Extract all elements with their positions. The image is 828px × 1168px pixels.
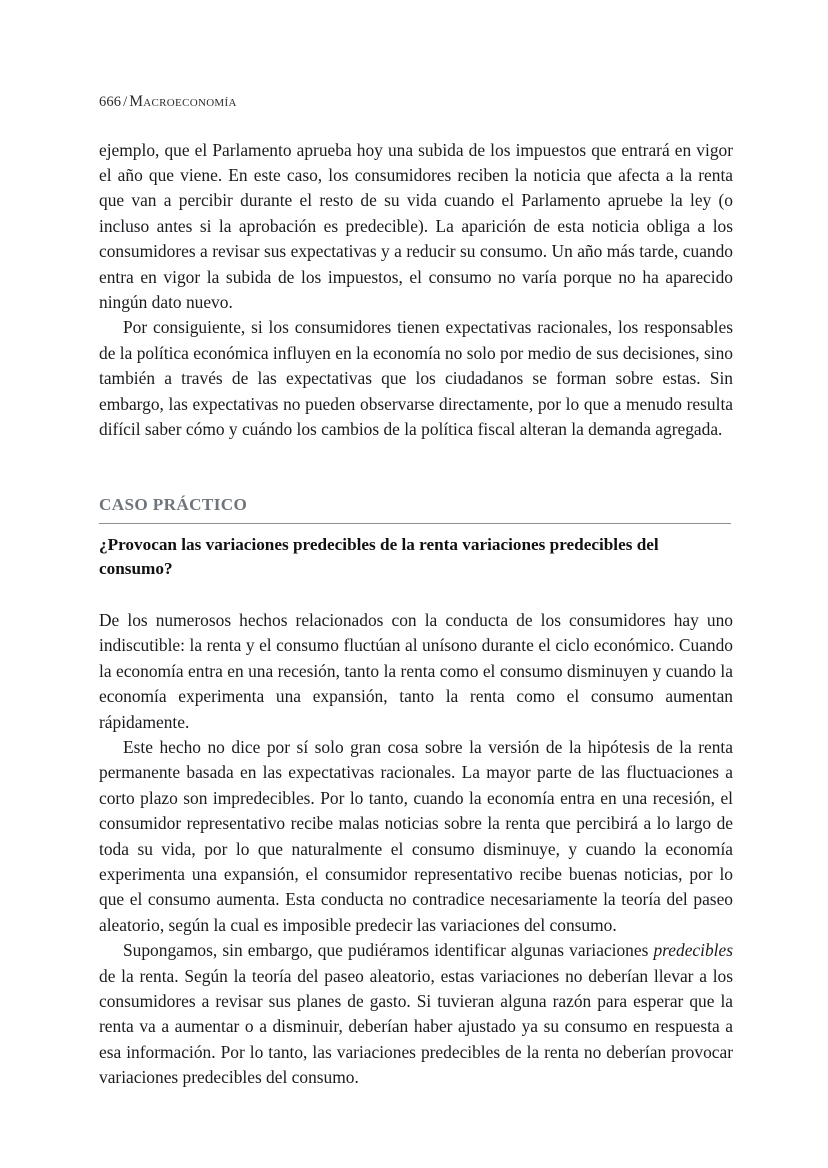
body-text-block (99, 138, 733, 443)
paragraph: ejemplo, que el Parlamento aprueba hoy una subida de los impuestos que entrará en vigor el año que viene. En este caso, los consumidores reciben la noticia que afecta a la renta que van a percibir durante el resto de su vida cuando el Parlamento apruebe la ley (o incluso antes si la aprobación es predecible). La aparición de esta noticia obliga a los consumidores a revisar sus expectativas y a reducir su consumo. Un año más tarde, cuando entra en vigor la subida de los impuestos, el consumo no varía porque no ha aparecido ningún dato nuevo. (99, 139, 733, 313)
emphasised-term: predecibles (653, 940, 733, 961)
page-number: 666 (99, 94, 122, 110)
running-head (99, 0, 733, 112)
case-study-body (99, 608, 733, 1091)
case-study-divider (99, 523, 731, 524)
paragraph: Por consiguiente, si los consumidores tienen expectativas racionales, los responsables de la política económica influyen en la economía no solo por medio de sus decisiones, sino también a través de las expectativas que los ciudadanos se forman sobre estas. Sin embargo, las expectativas no pueden observarse directamente, por lo que a menudo resulta difícil saber cómo y cuándo los cambios de la política fiscal alteran la demanda agregada. (99, 317, 733, 440)
case-study-kicker: CASO PRÁCTICO (99, 495, 248, 515)
paragraph: Este hecho no dice por sí solo gran cosa sobre la versión de la hipótesis de la renta permanente basada en las expectativas racionales. La mayor parte de las fluctuaciones a corto plazo son impredecibles. Por lo tanto, cuando la economía entra en una recesión, el consumidor representativo recibe malas noticias sobre la renta que percibirá a lo largo de toda su vida, por lo que naturalmente el consumo disminuye, y cuando la economía experimenta una expansión, el consumidor representativo recibe buenas noticias, por lo que el consumo aumenta. Esta conducta no contradice necesariamente la teoría del paseo aleatorio, según la cual es imposible predecir las variaciones del consumo. (99, 737, 733, 935)
case-study-section (99, 494, 733, 1090)
paragraph: De los numerosos hechos relacionados con la conducta de los consumidores hay uno indiscutible: la renta y el consumo fluctúan al unísono durante el ciclo económico. Cuando la economía entra en una recesión, tanto la renta como el consumo disminuyen y cuando la economía experimenta una expansión, tanto la renta como el consumo aumentan rápidamente. (99, 609, 733, 732)
case-study-title: ¿Provocan las variaciones predecibles de la renta variaciones predecibles del consumo? (99, 534, 659, 578)
page-content-column (99, 0, 733, 1091)
paragraph (99, 938, 733, 1090)
text-run: de la renta. Según la teoría del paseo aleatorio, estas variaciones no deberían llevar a los consumidores a revisar sus planes de gasto. Si tuvieran alguna razón para esperar que la renta va a aumentar o a disminuir, deberían haber ajustado ya su consumo en respuesta a esa información. Por lo tanto, las variaciones predecibles de la renta no deberían provocar variaciones predecibles del consumo. (99, 965, 733, 1088)
running-head-separator: / (123, 94, 128, 110)
text-run: Supongamos, sin embargo, que pudiéramos identificar algunas variaciones (123, 940, 654, 961)
book-title: Macroeconomía (129, 93, 237, 110)
